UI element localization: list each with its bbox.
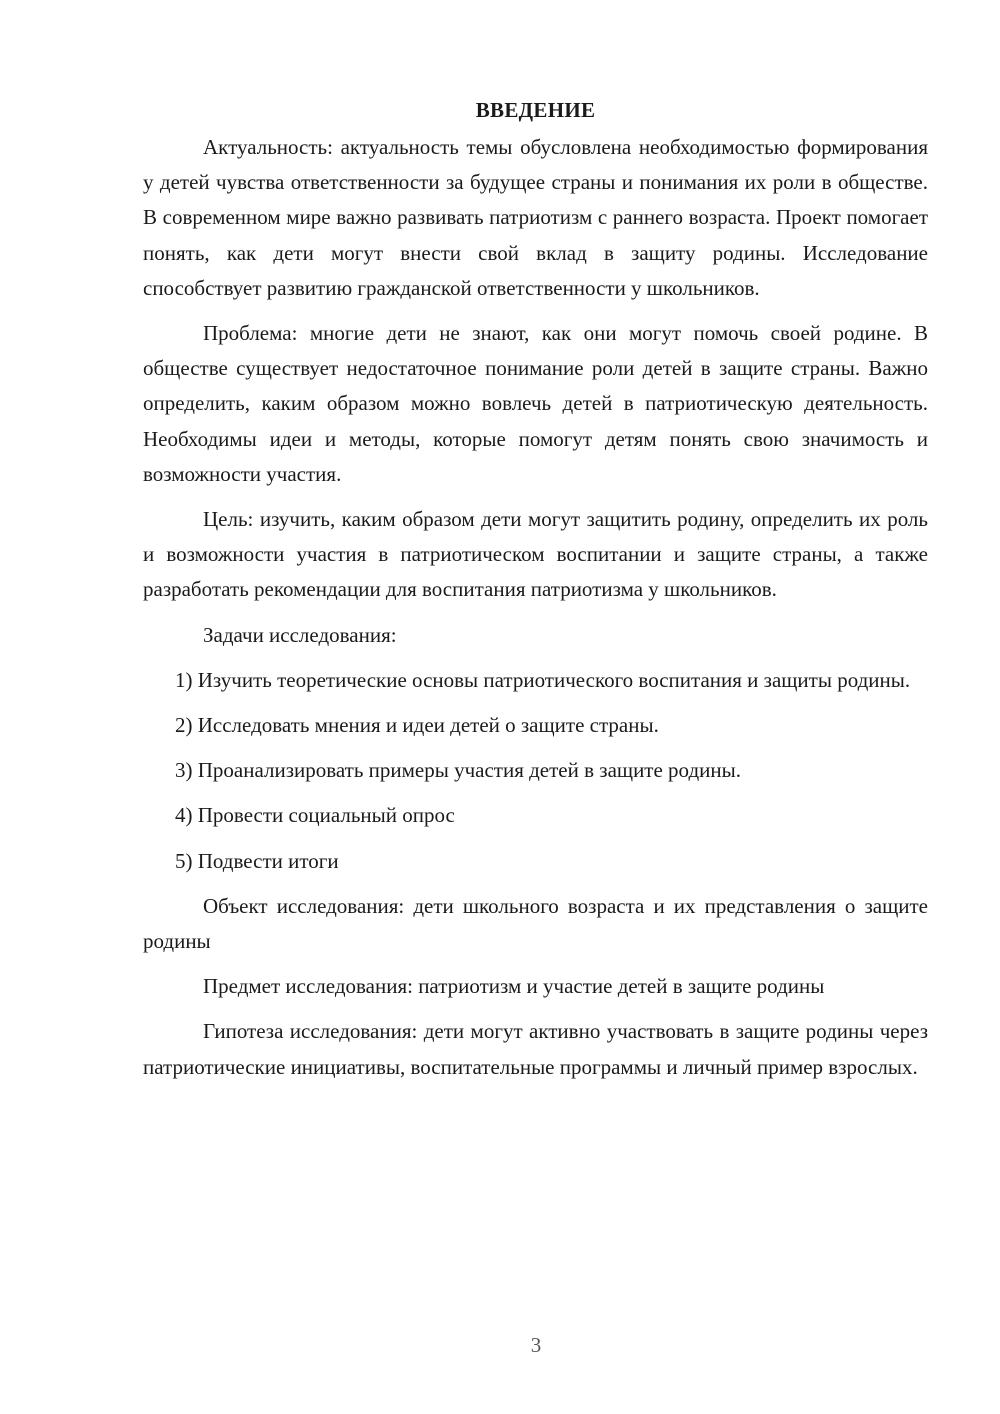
task-item: 4) Провести социальный опрос (175, 803, 455, 828)
goal-paragraph: Цель: изучить, каким образом дети могут защитить родину, определить их роль и возможности участия в патриотическом воспитании и защите страны, а также разработать рекомендации для воспитания патриотизма у школьников. (143, 507, 928, 602)
tasks-list (143, 663, 928, 879)
tasks-heading: Задачи исследования: (203, 622, 397, 647)
document-page (143, 92, 928, 1095)
task-item: 5) Подвести итоги (175, 848, 339, 873)
task-item: 3) Проанализировать примеры участия детей в защите родины. (175, 758, 741, 783)
relevance-paragraph: Актуальность: актуальность темы обусловлена необходимостью формирования у детей чувства ответственности за будущее страны и понимания их роли в обществе. В современном мире важно развивать патриотизм с раннего возраста. Проект помогает понять, как дети могут внести свой вклад в защиту родины. Исследование способствует развитию гражданской ответственности у школьников. (143, 135, 928, 300)
hypothesis-paragraph: Гипотеза исследования: дети могут активно участвовать в защите родины через патриотические инициативы, воспитательные программы и личный пример взрослых. (143, 1019, 928, 1079)
subject-paragraph: Предмет исследования: патриотизм и участие детей в защите родины (203, 974, 825, 999)
page-number: 3 (530, 1333, 542, 1357)
task-item: 1) Изучить теоретические основы патриотического воспитания и защиты родины. (175, 667, 911, 692)
task-item: 2) Исследовать мнения и идеи детей о защите страны. (175, 713, 659, 738)
section-title: ВВЕДЕНИЕ (475, 98, 596, 122)
object-paragraph: Объект исследования: дети школьного возраста и их представления о защите родины (143, 893, 928, 954)
problem-paragraph: Проблема: многие дети не знают, как они могут помочь своей родине. В обществе существует недостаточное понимание роли детей в защите страны. Важно определить, каким образом можно вовлечь детей в патриотическую деятельность. Необходимы идеи и методы, которые помогут детям понять свою значимость и возможности участия. (143, 321, 928, 486)
